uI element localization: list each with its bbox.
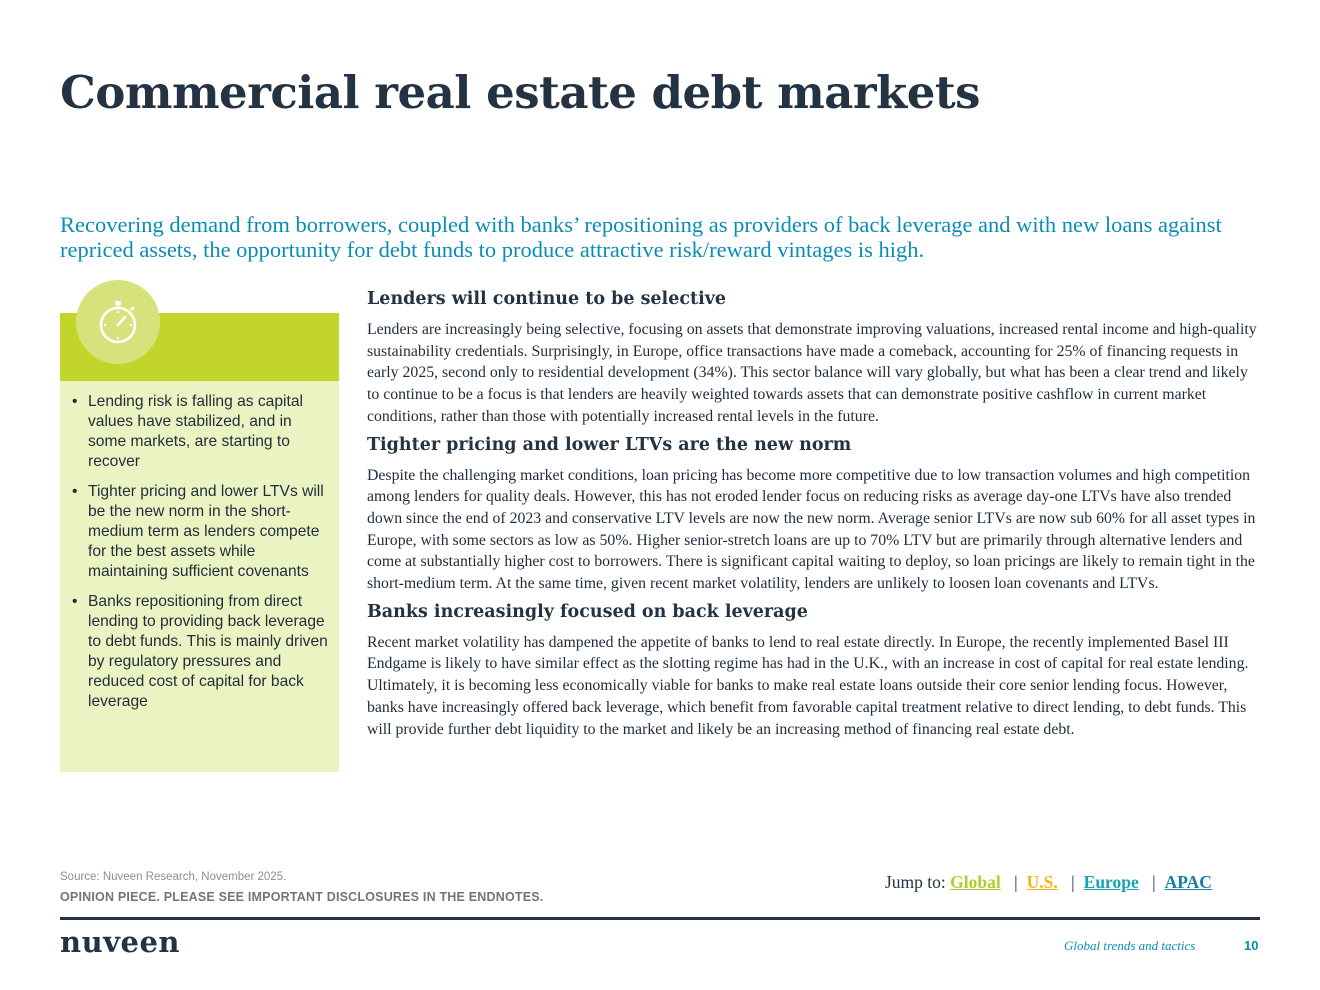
- sidebar-bullet: • Tighter pricing and lower LTVs will be the new norm in the short-medium term as lenders compete for the best assets while maintaining sufficient covenants: [72, 482, 330, 582]
- section-heading: Lenders will continue to be selective: [367, 289, 727, 309]
- section-heading: Tighter pricing and lower LTVs are the new norm: [367, 434, 852, 455]
- jump-link-global[interactable]: Global: [950, 872, 1001, 892]
- jump-link-apac[interactable]: APAC: [1164, 872, 1212, 892]
- page-title: Commercial real estate debt markets: [60, 66, 980, 119]
- disclaimer-note: OPINION PIECE. PLEASE SEE IMPORTANT DISCLOSURES IN THE ENDNOTES.: [60, 890, 544, 904]
- jump-link-europe[interactable]: Europe: [1083, 872, 1139, 892]
- section-body: Recent market volatility has dampened the appetite of banks to lend to real estate directly. In Europe, the recently implemented Basel III Endgame is likely to have similar effect as the slotting regime has had in the U.K., with an increase in cost of capital for real estate lending. Ultimately, it is becoming less economically viable for banks to make real estate loans outside their core senior lending focus. However, banks have increasingly offered back leverage, which benefit from favorable capital treatment relative to direct lending, to debt funds. This will provide further debt liquidity to the market and likely be an increasing method of financing real estate debt.: [367, 633, 1249, 738]
- sidebar-bullet: • Lending risk is falling as capital values have stabilized, and in some markets, are starting to recover: [72, 392, 330, 472]
- jump-link-us[interactable]: U.S.: [1026, 872, 1058, 892]
- stopwatch-icon: [76, 280, 160, 364]
- jump-separator: |: [1071, 872, 1075, 892]
- jump-to-nav: [885, 872, 1212, 893]
- section-heading: Banks increasingly focused on back leverage: [367, 601, 808, 622]
- source-note: Source: Nuveen Research, November 2025.: [60, 871, 287, 883]
- nuveen-logo: nuveen: [60, 925, 181, 959]
- jump-separator: |: [1014, 872, 1018, 892]
- sidebar-bullet: • Banks repositioning from direct lending to providing back leverage to debt funds. This is mainly driven by regulatory pressures and reduced cost of capital for back leverage: [72, 592, 330, 712]
- main-content: [367, 286, 1262, 744]
- section-body: Lenders are increasingly being selective, focusing on assets that demonstrate improving valuations, increased rental income and high-quality sustainability credentials. Surprisingly, in Europe, office transactions have made a comeback, accounting for 25% of financing requests in early 2025, second only to residential development (34%). This sector balance will vary globally, but what has been a clear trend and likely to continue to be a focus is that lenders are heavily weighted towards assets that can demonstrate positive cashflow in current market conditions, rather than those with potentially increased rental levels in the future.: [367, 321, 1257, 425]
- page-subtitle: Recovering demand from borrowers, coupled with banks’ repositioning as providers of back leverage and with new loans against repriced assets, the opportunity for debt funds to produce attractive risk/reward vintages is high.: [60, 212, 1222, 262]
- page-number: 10: [1244, 938, 1259, 953]
- document-title: Global trends and tactics: [1064, 938, 1196, 953]
- sidebar-bullet-list: [72, 392, 330, 722]
- jump-to-label: Jump to:: [885, 872, 946, 892]
- section-body: Despite the challenging market conditions, loan pricing has become more competitive due to low transaction volumes and high competition among lenders for quality deals. However, this has not eroded lender focus on reducing risks as average day-one LTVs have also trended down since the end of 2023 and conservative LTV levels are now the new norm. Average senior LTVs are now sub 60% for all asset types in Europe, with some sectors as low as 50%. Higher senior-stretch loans are up to 70% LTV but are primarily through alternative lenders and come at substantially higher cost to borrowers. There is significant capital waiting to deploy, so loan pricings are likely to remain tight in the short-medium term. At the same time, given recent market volatility, lenders are unlikely to loosen loan covenants and LTVs.: [367, 466, 1256, 593]
- footer-divider: [60, 917, 1260, 920]
- sidebar-panel: [60, 313, 339, 772]
- jump-separator: |: [1152, 872, 1156, 892]
